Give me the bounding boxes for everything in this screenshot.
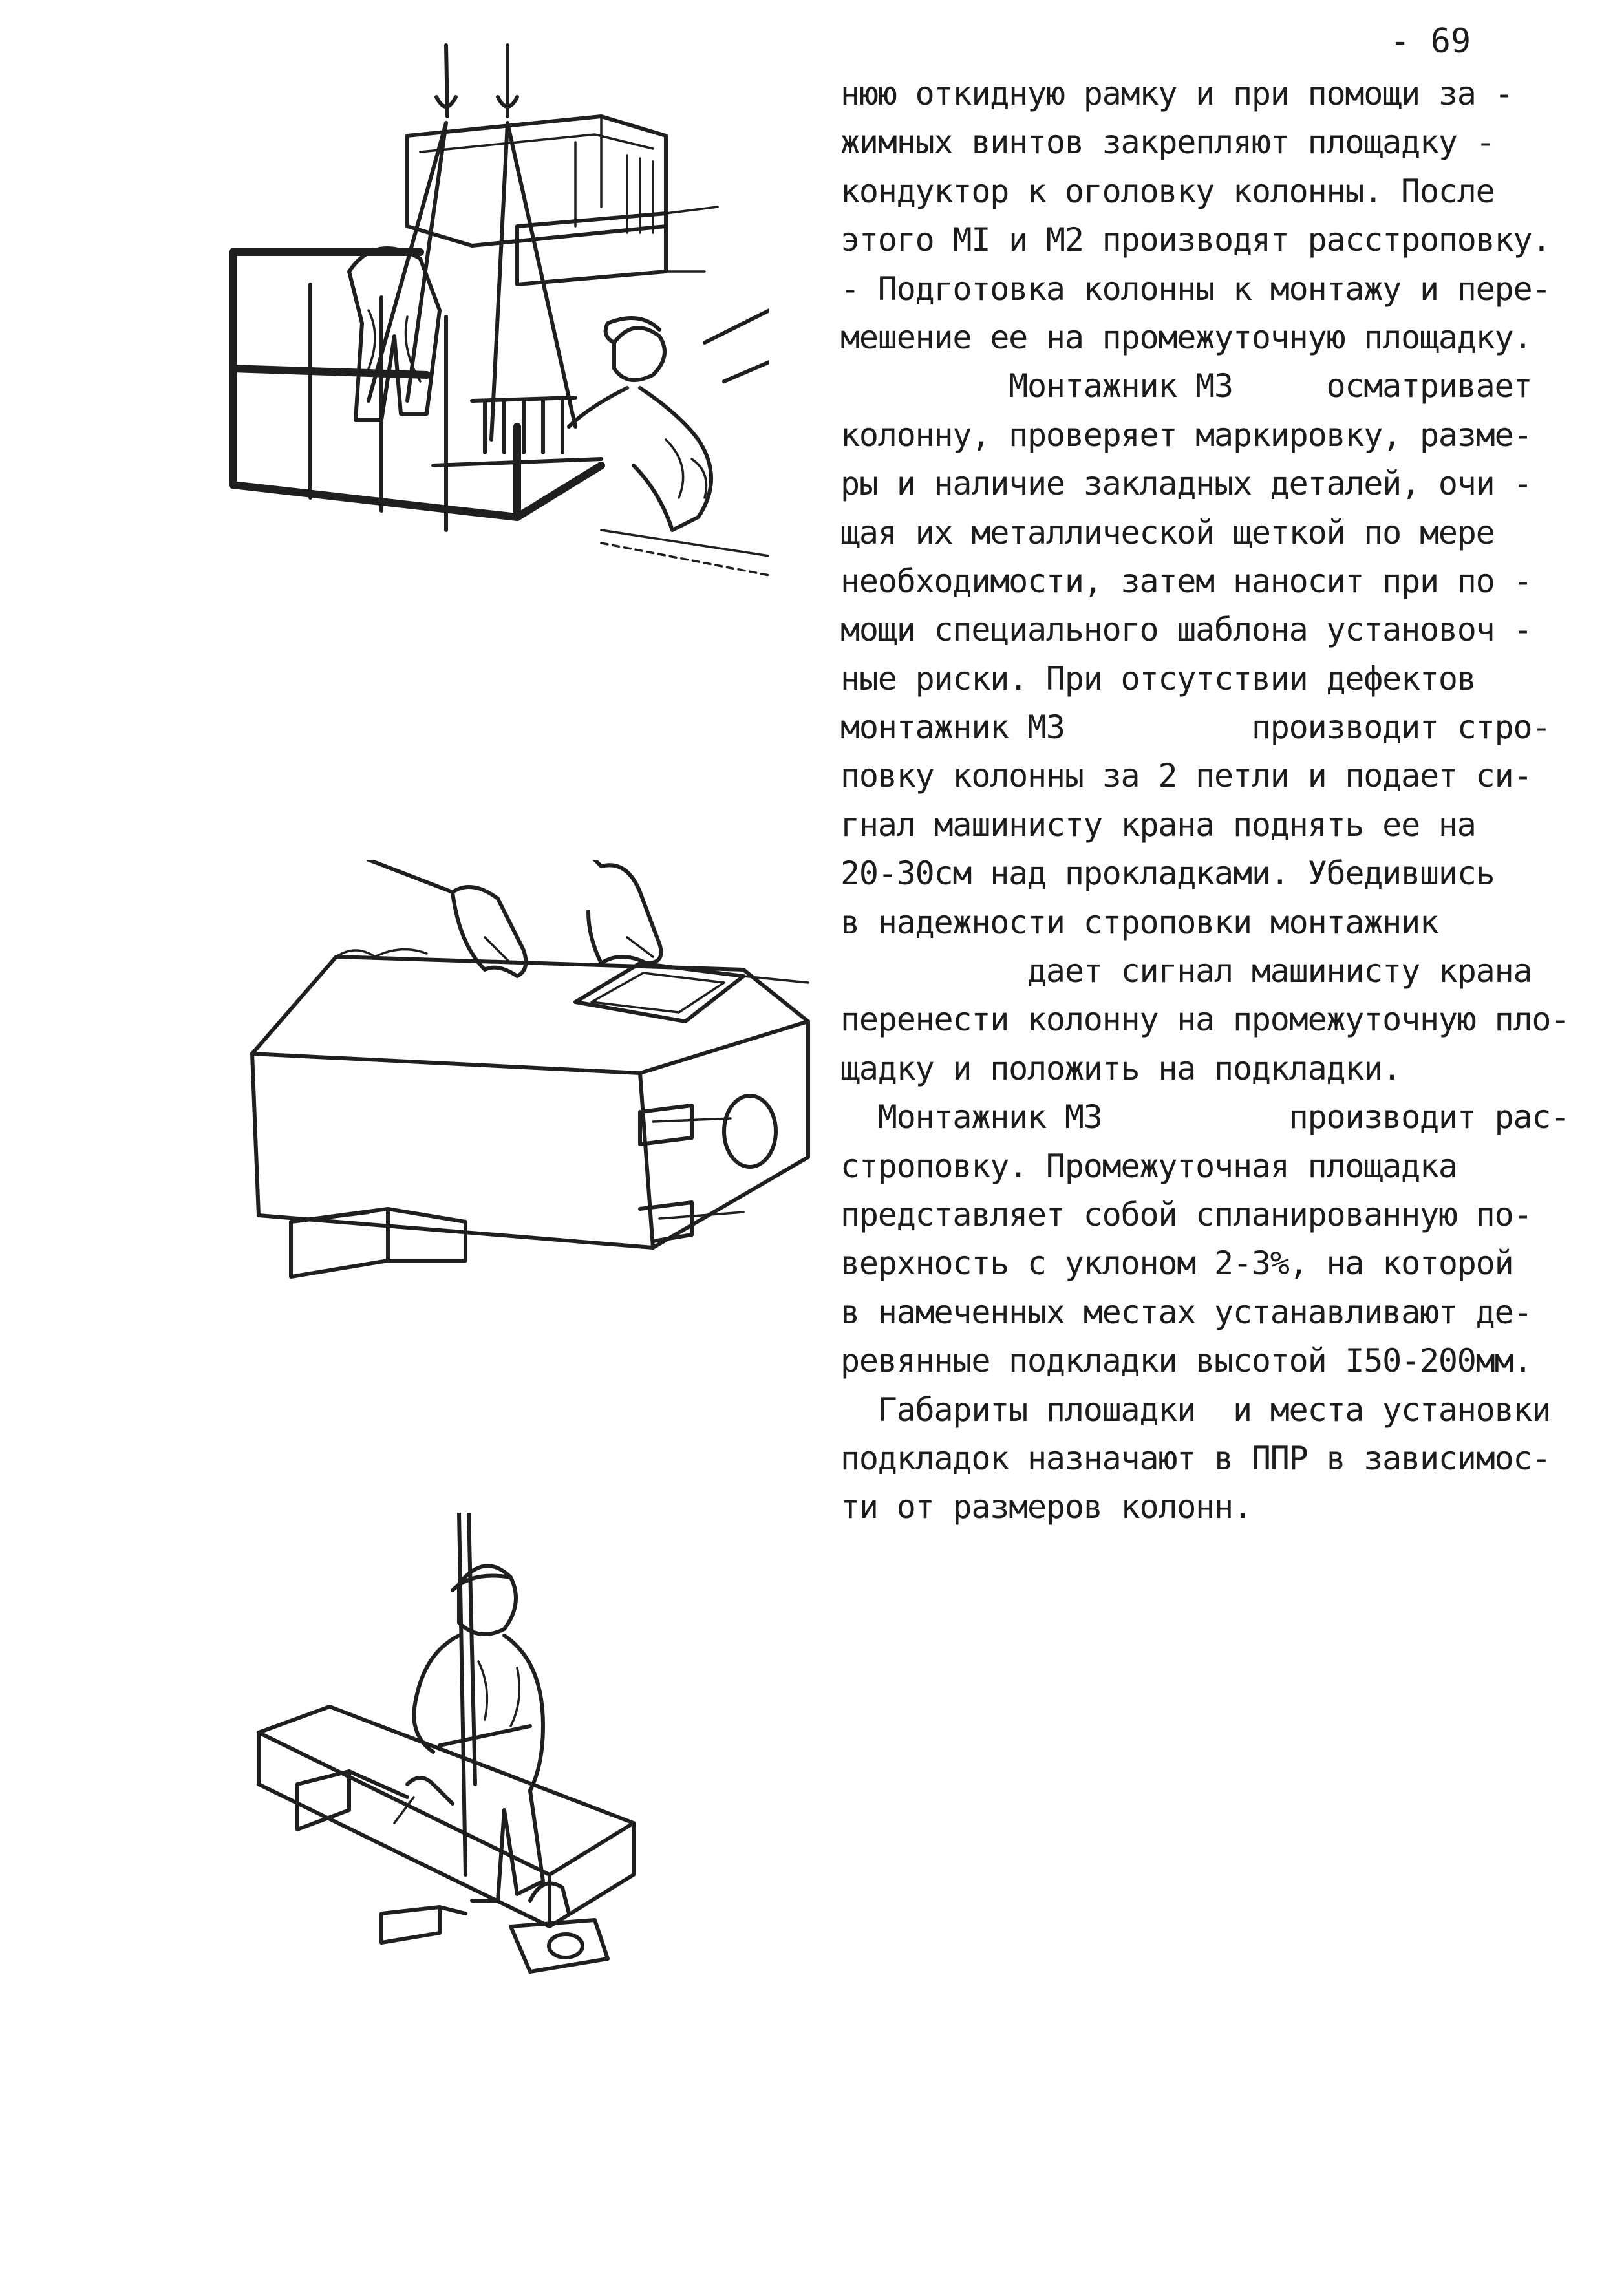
body-text (840, 70, 1624, 1532)
column-slinging-drawing (246, 1513, 666, 2030)
text-line: гнал машинисту крана поднять ее на (840, 805, 1476, 844)
text-line: подкладок назначают в ППР в зависимос- (840, 1439, 1551, 1477)
text-line: ревянные подкладки высотой I50-200мм. (840, 1342, 1532, 1380)
text-line: мощи специального шаблона установоч - (840, 611, 1532, 649)
text-line: щадку и положить на подкладки. (840, 1049, 1402, 1087)
text-line: ные риски. При отсутствии дефектов (840, 659, 1476, 698)
text-line: - Подготовка колонны к монтажу и пере- (840, 270, 1551, 308)
text-line: перенести колонну на промежуточную пло- (840, 1001, 1570, 1039)
text-line: Габариты плошадки и места установки (840, 1391, 1551, 1429)
text-line: Монтажник М3 производит рас- (840, 1098, 1570, 1136)
illustration-column-marking (239, 860, 821, 1312)
text-line: жимных винтов закрепляют площадку - (840, 123, 1495, 162)
text-line: верхность с уклоном 2-3%, на которой (840, 1244, 1513, 1283)
text-line: дает сигнал машинисту крана (840, 952, 1532, 990)
illustration-column-slinging (246, 1513, 666, 2030)
text-line: необходимости, затем наносит при по - (840, 562, 1532, 600)
text-line: нюю откидную рамку и при помощи за - (840, 75, 1513, 112)
text-line: монтажник М3 производит стро- (840, 709, 1551, 747)
text-line: повку колонны за 2 петли и подает си- (840, 757, 1532, 795)
text-line: мешение ее на промежуточную площадку. (840, 318, 1532, 356)
illustration-conductor-platform (213, 39, 769, 621)
text-line: колонну, проверяет маркировку, разме- (840, 416, 1532, 454)
text-line: ти от размеров колонн. (840, 1488, 1252, 1526)
text-line: 20-30см над прокладками. Убедившись (840, 855, 1495, 893)
column-marking-drawing (239, 860, 821, 1312)
text-line: Монтажник М3 осматривает (840, 367, 1532, 405)
text-line: в надежности строповки монтажник (840, 903, 1438, 941)
text-line: строповку. Промежуточная площадка (840, 1147, 1457, 1185)
text-line: представляет собой спланированную по- (840, 1195, 1532, 1233)
text-line: этого МI и М2 производят расстроповку. (840, 221, 1551, 259)
page-number: - 69 (1390, 22, 1471, 61)
text-line: в намеченных местах устанавливают де- (840, 1293, 1532, 1331)
conductor-platform-drawing (213, 39, 769, 621)
text-line: щая их металлической щеткой по мере (840, 513, 1495, 551)
text-line: ры и наличие закладных деталей, очи - (840, 465, 1532, 503)
text-line: кондуктор к оголовку колонны. После (840, 172, 1495, 210)
